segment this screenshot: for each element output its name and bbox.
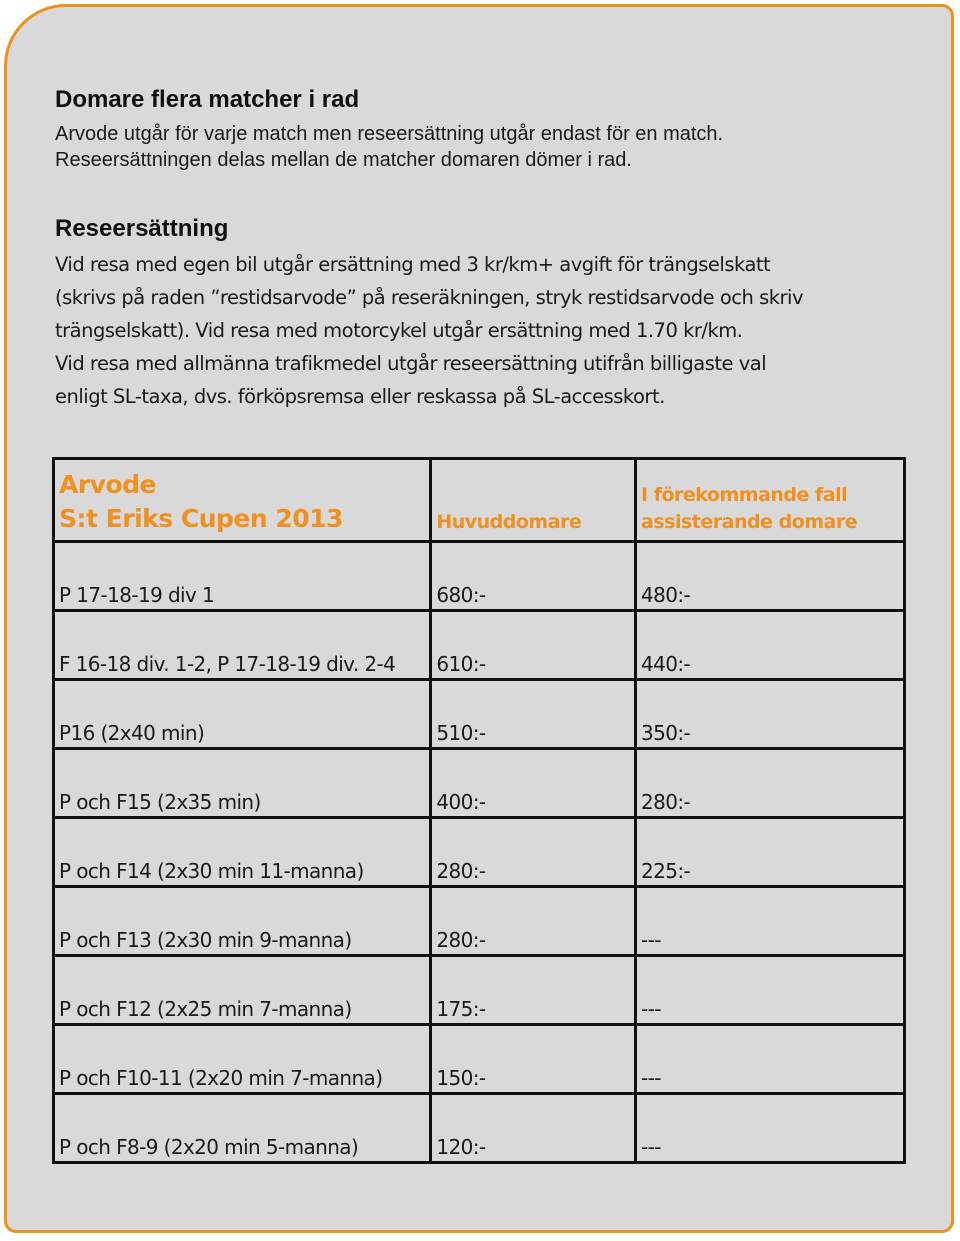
paragraph-line: Vid resa med egen bil utgår ersättning med 3 kr/km+ avgift för trängselskatt	[55, 253, 771, 276]
head-referee-fee-cell: 510:-	[431, 680, 636, 749]
head-referee-fee-cell: 680:-	[431, 542, 636, 611]
column-header-label: I förekommande fall	[641, 484, 848, 506]
paragraph-line: Reseersättningen delas mellan de matcher domaren dömer i rad.	[55, 149, 632, 171]
table-row	[54, 749, 905, 818]
column-header-assistant-referee	[636, 459, 905, 542]
head-referee-fee-cell: 610:-	[431, 611, 636, 680]
assistant-fee-cell: ---	[636, 1094, 905, 1163]
category-cell: F 16-18 div. 1-2, P 17-18-19 div. 2-4	[54, 611, 431, 680]
multiple-matches-paragraph	[55, 121, 723, 173]
head-referee-fee-cell: 175:-	[431, 956, 636, 1025]
table-row	[54, 887, 905, 956]
paragraph-line: Vid resa med allmänna trafikmedel utgår reseersättning utifrån billigaste val	[55, 352, 767, 375]
head-referee-fee-cell: 280:-	[431, 887, 636, 956]
paragraph-line: Arvode utgår för varje match men reseersättning utgår endast för en match.	[55, 123, 724, 145]
paragraph-line: (skrivs på raden ”restidsarvode” på reseräkningen, stryk restidsarvode och skriv	[55, 286, 804, 309]
column-header-label: assisterande domare	[641, 511, 858, 533]
referee-fee-table	[52, 457, 906, 1164]
table-row	[54, 611, 905, 680]
column-header-label: Huvuddomare	[436, 511, 582, 533]
assistant-fee-cell: 280:-	[636, 749, 905, 818]
paragraph-line: trängselskatt). Vid resa med motorcykel utgår ersättning med 1.70 kr/km.	[55, 319, 743, 342]
table-row	[54, 542, 905, 611]
section-title-multiple-matches: Domare flera matcher i rad	[55, 86, 360, 113]
table-title-cell	[54, 459, 431, 542]
assistant-fee-cell: ---	[636, 887, 905, 956]
column-header-head-referee	[431, 459, 636, 542]
category-cell: P och F10-11 (2x20 min 7-manna)	[54, 1025, 431, 1094]
table-title-line: S:t Eriks Cupen 2013	[59, 504, 343, 533]
table-row	[54, 680, 905, 749]
category-cell: P och F13 (2x30 min 9-manna)	[54, 887, 431, 956]
paragraph-line: enligt SL-taxa, dvs. förköpsremsa eller reskassa på SL-accesskort.	[55, 385, 665, 408]
assistant-fee-cell: ---	[636, 1025, 905, 1094]
head-referee-fee-cell: 150:-	[431, 1025, 636, 1094]
table-title-line: Arvode	[59, 470, 156, 499]
assistant-fee-cell: ---	[636, 956, 905, 1025]
table-row	[54, 1025, 905, 1094]
assistant-fee-cell: 440:-	[636, 611, 905, 680]
head-referee-fee-cell: 400:-	[431, 749, 636, 818]
assistant-fee-cell: 480:-	[636, 542, 905, 611]
category-cell: P 17-18-19 div 1	[54, 542, 431, 611]
table-header-row	[54, 459, 905, 542]
travel-compensation-paragraph	[55, 248, 935, 413]
table-row	[54, 818, 905, 887]
category-cell: P och F15 (2x35 min)	[54, 749, 431, 818]
table-row	[54, 1094, 905, 1163]
head-referee-fee-cell: 120:-	[431, 1094, 636, 1163]
category-cell: P och F8-9 (2x20 min 5-manna)	[54, 1094, 431, 1163]
category-cell: P16 (2x40 min)	[54, 680, 431, 749]
head-referee-fee-cell: 280:-	[431, 818, 636, 887]
table-row	[54, 956, 905, 1025]
category-cell: P och F12 (2x25 min 7-manna)	[54, 956, 431, 1025]
assistant-fee-cell: 350:-	[636, 680, 905, 749]
category-cell: P och F14 (2x30 min 11-manna)	[54, 818, 431, 887]
section-title-travel-compensation: Reseersättning	[55, 215, 229, 242]
assistant-fee-cell: 225:-	[636, 818, 905, 887]
